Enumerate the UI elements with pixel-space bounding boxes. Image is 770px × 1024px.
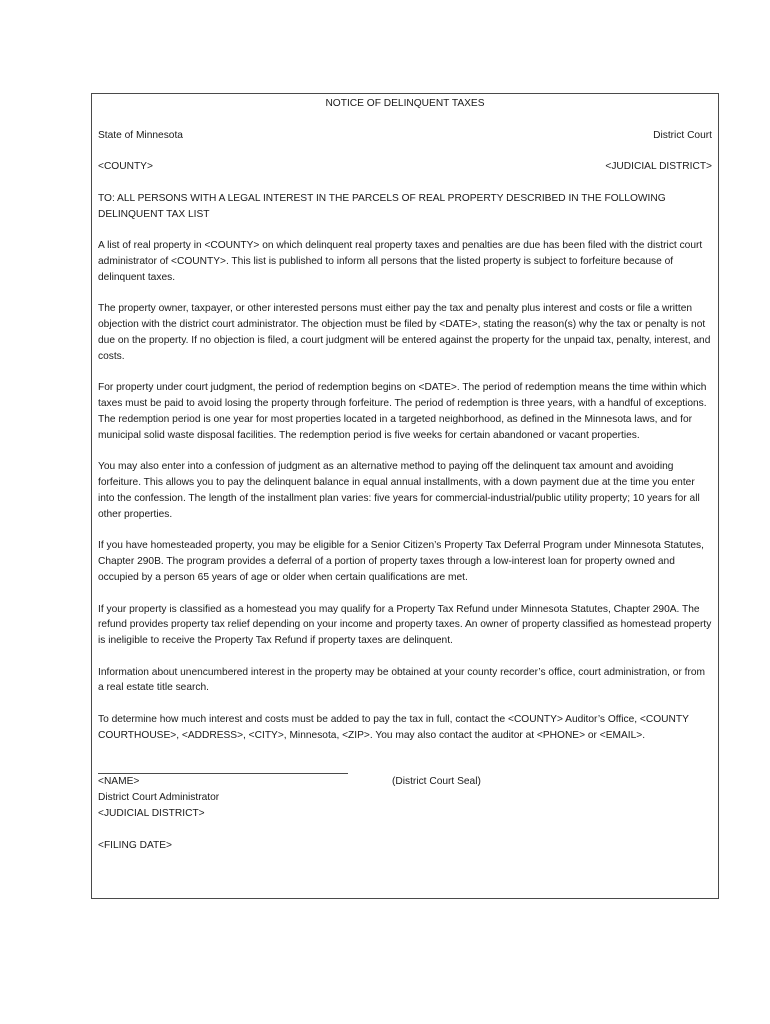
signer-role: District Court Administrator — [98, 792, 220, 804]
paragraph-interest-info: Information about unencumbered interest in the property may be obtained at your county recorder’s office, court administration, or from a real estate title search. — [98, 666, 706, 694]
state-court-row — [98, 128, 712, 144]
notice-title: NOTICE OF DELINQUENT TAXES — [325, 98, 485, 109]
state-label: State of Minnesota — [98, 129, 183, 141]
paragraph-confession: You may also enter into a confession of judgment as an alternative method to paying off the delinquent tax amount and avoiding forfeiture. This allows you to pay the delinquent balance in equal annual installments, with a down payment due at the time you enter into the confession. The length of the installment plan varies: five years for commercial-industrial/public utility property; 10 years for all other properties. — [98, 461, 700, 520]
notice-document — [91, 93, 719, 899]
signature-line — [98, 759, 348, 774]
paragraph-deferral: If you have homesteaded property, you may be eligible for a Senior Citizen’s Property Tax Deferral Program under Minnesota Statutes, Chapter 290B. The program provides a deferral of a portion of property taxes through a low-interest loan for property owned and occupied by a person 65 years of age or older when certain qualifications are met. — [98, 540, 704, 583]
district-placeholder: <JUDICIAL DISTRICT> — [605, 161, 712, 173]
paragraph-contact: To determine how much interest and costs must be added to pay the tax in full, contact the <COUNTY> Auditor’s Office, <COUNTY COURTHOUSE>, <ADDRESS>, <CITY>, Minnesota, <ZIP>. You may also contact the auditor at <PHONE> or <EMAIL>. — [98, 714, 689, 741]
paragraph-redemption: For property under court judgment, the period of redemption begins on <DATE>. The period of redemption means the time within which taxes must be paid to avoid losing the property through forfeiture. The period of redemption is three years, with a handful of exceptions. The redemption period is one year for most properties located in a targeted neighborhood, as defined in the Minnesota laws, and for municipal solid waste disposal facilities. The redemption period is five weeks for certain abandoned or vacant properties. — [98, 382, 707, 441]
addressee-line: TO: ALL PERSONS WITH A LEGAL INTEREST IN THE PARCELS OF REAL PROPERTY DESCRIBED IN THE FOLLOWING DELINQUENT TAX LIST — [98, 192, 666, 220]
signature-row — [98, 774, 712, 790]
court-seal-label: (District Court Seal) — [392, 776, 481, 788]
signer-district: <JUDICIAL DISTRICT> — [98, 808, 205, 820]
county-district-row — [98, 159, 712, 175]
paragraph-filing: A list of real property in <COUNTY> on which delinquent real property taxes and penalties are due has been filed with the district court administrator of <COUNTY>. This list is published to inform all persons that the listed property is subject to forfeiture because of delinquent taxes. — [98, 240, 703, 283]
filing-date: <FILING DATE> — [98, 839, 172, 851]
paragraph-objection: The property owner, taxpayer, or other interested persons must either pay the tax and penalty plus interest and costs or file a written objection with the district court administrator. The objection must be filed by <DATE>, stating the reason(s) why the tax or penalty is not due on the property. If no objection is filed, a court judgment will be entered against the property for the unpaid tax, penalty, interest, and costs. — [98, 303, 711, 362]
signer-name: <NAME> — [98, 776, 140, 788]
paragraph-refund: If your property is classified as a homestead you may qualify for a Property Tax Refund under Minnesota Statutes, Chapter 290A. The refund provides property tax relief depending on your income and property taxes. An owner of property classified as homestead property is ineligible to receive the Property Tax Refund if property taxes are delinquent. — [98, 603, 712, 647]
county-placeholder: <COUNTY> — [98, 161, 153, 173]
court-label: District Court — [653, 129, 712, 141]
